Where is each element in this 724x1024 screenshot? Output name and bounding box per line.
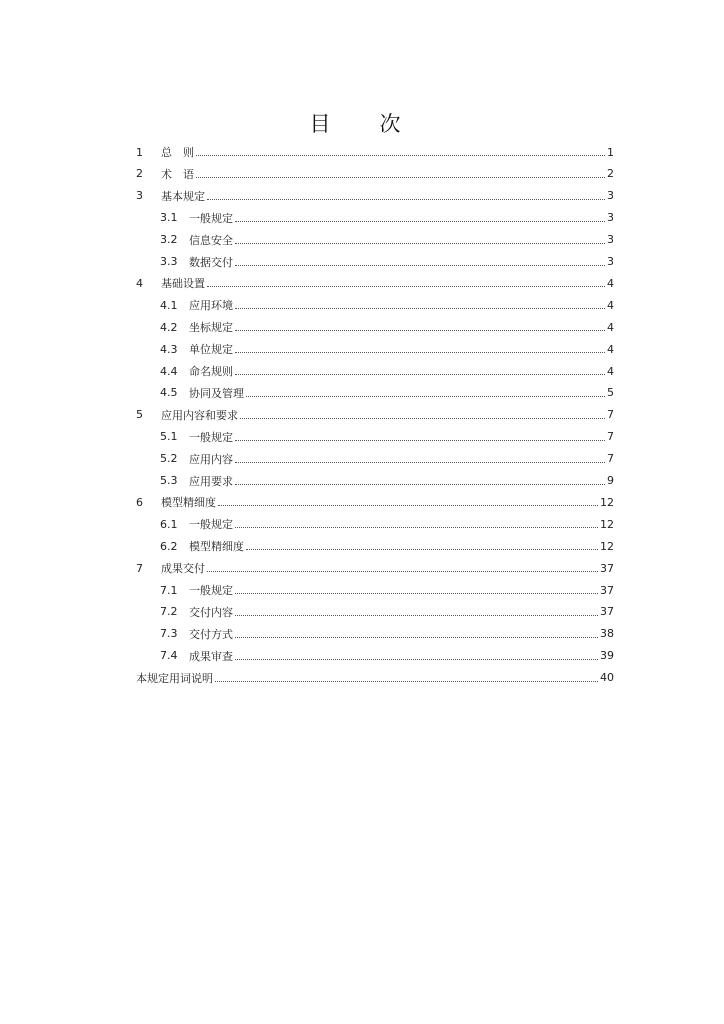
toc-entry-page: 12 xyxy=(600,495,614,509)
page-title: 目 次 xyxy=(309,112,415,136)
toc-entry-title: 交付内容 xyxy=(189,605,233,619)
toc-entry[interactable] xyxy=(160,339,614,359)
toc-leader-dots xyxy=(235,658,598,660)
toc-entry[interactable] xyxy=(136,405,614,425)
toc-entry-page: 12 xyxy=(600,539,614,553)
toc-entry-number: 6.2 xyxy=(160,539,178,553)
toc-entry[interactable] xyxy=(136,492,614,512)
toc-entry-page: 7 xyxy=(607,452,614,466)
toc-entry-title: 本规定用词说明 xyxy=(136,671,213,685)
toc-entry-number: 4 xyxy=(136,276,143,290)
toc-entry[interactable] xyxy=(160,361,614,381)
toc-entry-page: 37 xyxy=(600,583,614,597)
toc-entry[interactable] xyxy=(160,536,614,556)
toc-entry-number: 7.3 xyxy=(160,627,178,641)
toc-leader-dots xyxy=(207,198,605,200)
toc-leader-dots xyxy=(207,570,598,572)
toc-entry-number: 5 xyxy=(136,408,143,422)
toc-leader-dots xyxy=(246,548,598,550)
toc-entry-title: 基本规定 xyxy=(161,189,205,203)
toc-entry-number: 5.3 xyxy=(160,474,178,487)
toc-leader-dots xyxy=(235,220,605,222)
toc-leader-dots xyxy=(235,483,605,485)
toc-entry-page: 1 xyxy=(607,145,614,159)
toc-entry-page: 5 xyxy=(607,386,614,400)
toc-entry-title: 一般规定 xyxy=(189,518,233,532)
toc-leader-dots xyxy=(207,285,605,287)
toc-entry[interactable] xyxy=(136,186,614,206)
toc-leader-dots xyxy=(235,373,605,375)
toc-leader-dots xyxy=(235,439,605,441)
toc-entry[interactable] xyxy=(160,230,614,250)
toc-entry-title: 术 语 xyxy=(161,167,194,181)
toc-entry-title: 模型精细度 xyxy=(161,496,216,510)
toc-entry-page: 38 xyxy=(600,627,614,641)
toc-leader-dots xyxy=(196,176,605,178)
toc-leader-dots xyxy=(235,526,598,528)
toc-leader-dots xyxy=(235,351,605,353)
toc-entry-title: 一般规定 xyxy=(189,211,233,225)
toc-entry[interactable] xyxy=(160,317,614,337)
toc-entry[interactable] xyxy=(160,449,614,469)
toc-entry-title: 信息安全 xyxy=(189,233,233,247)
toc-entry-number: 1 xyxy=(136,145,143,159)
toc-entry-page: 4 xyxy=(607,276,614,290)
toc-entry-page: 4 xyxy=(607,342,614,356)
toc-entry[interactable] xyxy=(160,471,614,491)
toc-entry-number: 4.3 xyxy=(160,342,178,356)
toc-entry-number: 5.2 xyxy=(160,452,178,466)
toc-entry-number: 3 xyxy=(136,189,143,203)
toc-entry[interactable] xyxy=(160,208,614,228)
toc-entry-number: 3.2 xyxy=(160,233,178,247)
toc-entry-page: 40 xyxy=(600,671,614,685)
toc-entry-number: 7 xyxy=(136,561,143,575)
toc-leader-dots xyxy=(235,592,598,594)
toc-entry-number: 5.1 xyxy=(160,430,178,444)
toc-entry[interactable] xyxy=(136,668,614,688)
toc-entry-page: 12 xyxy=(600,517,614,531)
toc-leader-dots xyxy=(235,264,605,266)
toc-entry-title: 交付方式 xyxy=(189,627,233,641)
toc-entry[interactable] xyxy=(160,252,614,272)
toc-entry-page: 39 xyxy=(600,649,614,663)
toc-entry[interactable] xyxy=(136,164,614,184)
toc-entry-number: 2 xyxy=(136,167,143,181)
toc-entry-page: 37 xyxy=(600,605,614,619)
toc-entry[interactable] xyxy=(136,273,614,293)
toc-entry-number: 7.2 xyxy=(160,605,178,619)
toc-entry[interactable] xyxy=(160,602,614,622)
toc-entry[interactable] xyxy=(160,295,614,315)
toc-entry-number: 4.4 xyxy=(160,364,178,378)
toc-leader-dots xyxy=(235,329,605,331)
toc-entry-title: 协同及管理 xyxy=(189,386,244,400)
toc-entry-page: 3 xyxy=(607,255,614,268)
toc-entry[interactable] xyxy=(160,514,614,534)
toc-entry-number: 4.1 xyxy=(160,298,178,312)
toc-entry-title: 基础设置 xyxy=(161,277,205,291)
toc-leader-dots xyxy=(235,461,605,463)
toc-entry-number: 7.1 xyxy=(160,583,178,597)
toc-entry-number: 4.5 xyxy=(160,386,178,400)
toc-leader-dots xyxy=(215,680,598,682)
toc-entry[interactable] xyxy=(160,646,614,666)
toc-entry-number: 3.3 xyxy=(160,255,178,268)
toc-entry[interactable] xyxy=(136,558,614,578)
toc-entry-number: 6.1 xyxy=(160,517,178,531)
toc-entry-title: 单位规定 xyxy=(189,343,233,357)
toc-entry-title: 一般规定 xyxy=(189,430,233,444)
toc-entry-page: 4 xyxy=(607,320,614,334)
toc-entry-title: 应用内容 xyxy=(189,452,233,466)
toc-entry[interactable] xyxy=(160,383,614,403)
toc-leader-dots xyxy=(235,307,605,309)
toc-entry-number: 3.1 xyxy=(160,211,178,225)
toc-entry-page: 4 xyxy=(607,298,614,312)
toc-leader-dots xyxy=(235,636,598,638)
toc-entry-title: 模型精细度 xyxy=(189,540,244,554)
toc-entry-page: 3 xyxy=(607,189,614,203)
toc-entry-page: 37 xyxy=(600,561,614,575)
toc-entry[interactable] xyxy=(160,624,614,644)
toc-entry-title: 一般规定 xyxy=(189,584,233,597)
toc-entry-page: 9 xyxy=(607,474,614,487)
toc-entry-page: 3 xyxy=(607,211,614,225)
toc-entry-number: 6 xyxy=(136,495,143,509)
toc-entry-title: 应用内容和要求 xyxy=(161,408,238,422)
toc-entry[interactable] xyxy=(160,427,614,447)
toc-entry[interactable] xyxy=(160,580,614,600)
toc-entry[interactable] xyxy=(136,142,614,162)
toc-entry-title: 成果审查 xyxy=(189,649,233,663)
toc-entry-page: 7 xyxy=(607,408,614,422)
toc-entry-title: 数据交付 xyxy=(189,255,233,269)
toc-entry-page: 3 xyxy=(607,233,614,247)
toc-entry-page: 7 xyxy=(607,430,614,444)
toc-entry-title: 成果交付 xyxy=(161,562,205,576)
toc-entry-title: 命名规则 xyxy=(189,365,233,378)
toc-entry-number: 7.4 xyxy=(160,649,178,663)
toc-leader-dots xyxy=(246,395,605,397)
toc-entry-page: 4 xyxy=(607,364,614,378)
toc-entry-title: 总 则 xyxy=(161,146,194,159)
toc-leader-dots xyxy=(240,417,605,419)
toc-entry-number: 4.2 xyxy=(160,320,178,334)
toc-entry-title: 应用环境 xyxy=(189,299,233,313)
toc-entry-page: 2 xyxy=(607,167,614,181)
toc-leader-dots xyxy=(218,504,598,506)
toc-leader-dots xyxy=(196,154,605,156)
toc-leader-dots xyxy=(235,242,605,244)
toc-entry-title: 应用要求 xyxy=(189,474,233,488)
toc-entry-title: 坐标规定 xyxy=(189,321,233,335)
toc-leader-dots xyxy=(235,614,598,616)
